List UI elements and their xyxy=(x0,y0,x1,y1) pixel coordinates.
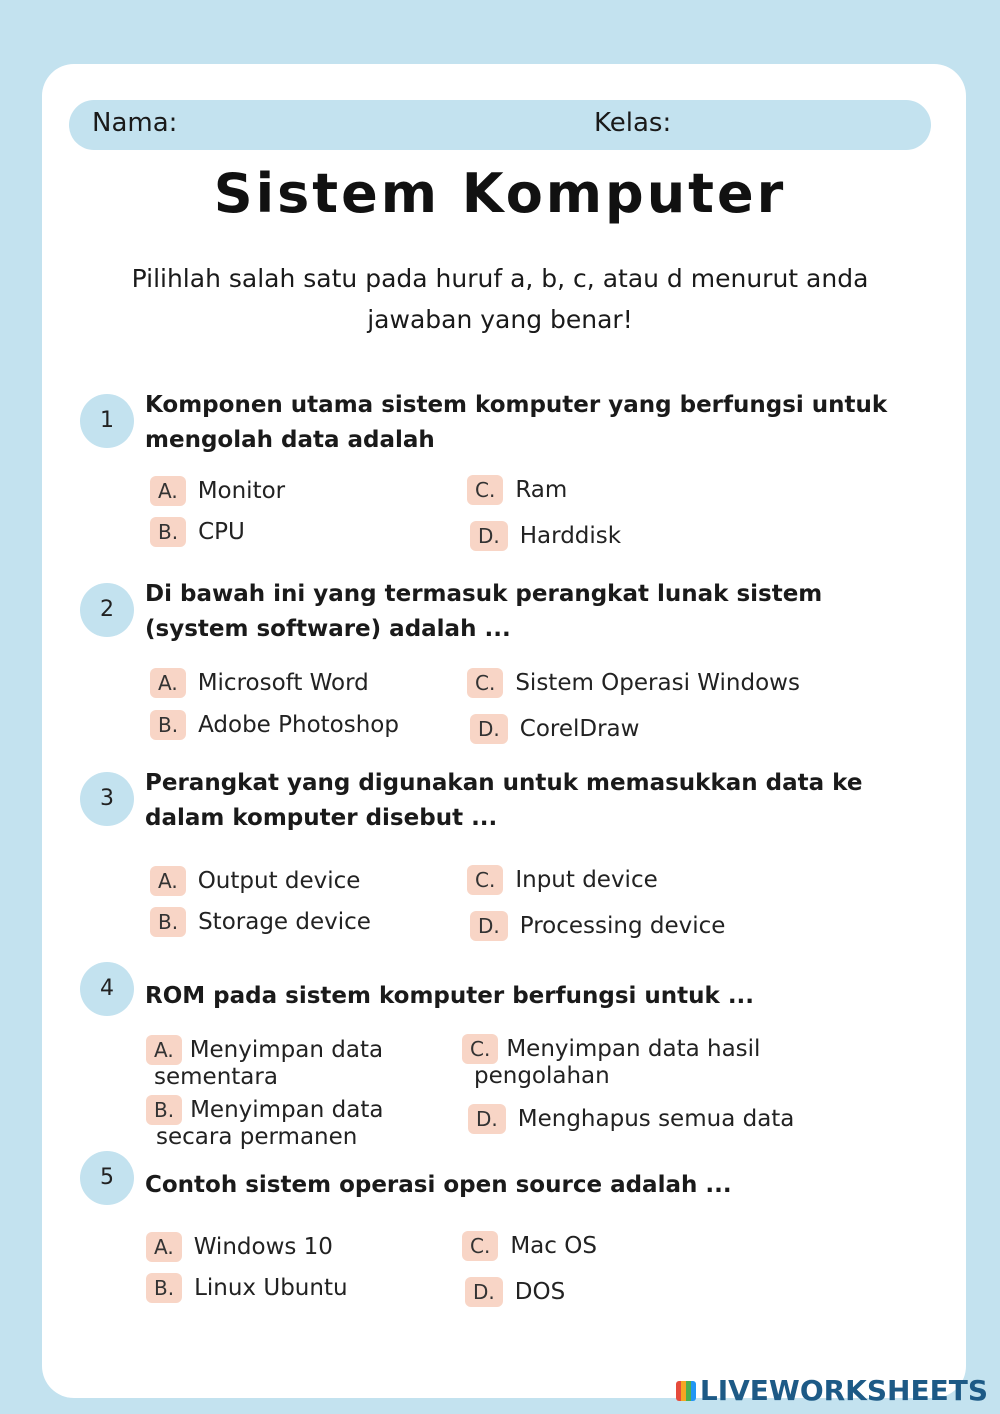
logo-text: LIVEWORKSHEETS xyxy=(699,1374,988,1407)
option-d[interactable] xyxy=(465,1277,565,1307)
class-label: Kelas: xyxy=(594,108,672,138)
option-b[interactable] xyxy=(146,1095,383,1149)
option-text: Adobe Photoshop xyxy=(198,712,399,738)
option-b[interactable] xyxy=(146,1273,348,1303)
option-letter: B. xyxy=(150,517,186,547)
instruction-text: Pilihlah salah satu pada huruf a, b, c, atau d menurut anda jawaban yang benar! xyxy=(131,264,869,334)
option-b[interactable] xyxy=(150,710,399,740)
liveworksheets-logo-icon xyxy=(676,1381,696,1401)
option-d[interactable] xyxy=(470,521,621,551)
option-text: Input device xyxy=(515,867,658,893)
question-number: 4 xyxy=(80,962,134,1016)
option-text: Processing device xyxy=(519,913,726,939)
option-text-line2: sementara xyxy=(154,1064,278,1090)
question-text: Di bawah ini yang termasuk perangkat lunak sistem (system software) adalah ... xyxy=(145,581,823,642)
question-text: Komponen utama sistem komputer yang berfungsi untuk mengolah data adalah xyxy=(145,392,888,453)
option-c[interactable] xyxy=(467,865,658,895)
page-title: Sistem Komputer xyxy=(213,162,787,225)
option-letter: B. xyxy=(146,1095,182,1125)
question-number: 3 xyxy=(80,772,134,826)
option-a[interactable] xyxy=(146,1232,333,1262)
option-a[interactable] xyxy=(146,1035,383,1089)
option-text-line2: pengolahan xyxy=(474,1063,610,1089)
option-text: DOS xyxy=(514,1279,566,1305)
option-letter: D. xyxy=(470,521,508,551)
option-text: Harddisk xyxy=(519,523,622,549)
option-letter: D. xyxy=(468,1104,506,1134)
option-c[interactable] xyxy=(462,1034,760,1088)
option-text: Output device xyxy=(197,868,361,894)
option-text: Monitor xyxy=(197,478,286,504)
option-c[interactable] xyxy=(467,475,567,505)
question-text: Perangkat yang digunakan untuk memasukkan data ke dalam komputer disebut ... xyxy=(145,770,863,831)
option-c[interactable] xyxy=(467,668,800,698)
option-letter: A. xyxy=(150,668,186,698)
option-text-line2: secara permanen xyxy=(156,1124,358,1150)
option-text: Sistem Operasi Windows xyxy=(515,670,800,696)
option-letter: C. xyxy=(462,1034,498,1064)
option-text: Menyimpan data xyxy=(190,1097,384,1123)
option-a[interactable] xyxy=(150,866,360,896)
option-text: Linux Ubuntu xyxy=(194,1275,348,1301)
option-letter: B. xyxy=(150,907,186,937)
option-letter: A. xyxy=(146,1035,182,1065)
option-letter: A. xyxy=(146,1232,182,1262)
option-a[interactable] xyxy=(150,476,285,506)
option-d[interactable] xyxy=(470,714,639,744)
option-letter: C. xyxy=(462,1231,498,1261)
option-text: Windows 10 xyxy=(193,1234,333,1260)
option-text: Ram xyxy=(515,477,568,503)
option-letter: B. xyxy=(146,1273,182,1303)
option-b[interactable] xyxy=(150,517,245,547)
option-text: Storage device xyxy=(198,909,371,935)
option-text: Menyimpan data xyxy=(189,1037,384,1063)
liveworksheets-logo[interactable] xyxy=(676,1374,988,1407)
question-text: Contoh sistem operasi open source adalah ... xyxy=(145,1172,732,1198)
option-d[interactable] xyxy=(468,1104,794,1134)
option-c[interactable] xyxy=(462,1231,597,1261)
student-info-bar xyxy=(69,100,931,150)
option-letter: D. xyxy=(465,1277,503,1307)
option-letter: A. xyxy=(150,476,186,506)
name-label: Nama: xyxy=(92,108,178,138)
option-letter: D. xyxy=(470,714,508,744)
question-number: 1 xyxy=(80,394,134,448)
option-letter: C. xyxy=(467,668,503,698)
question-number: 2 xyxy=(80,583,134,637)
option-text: CPU xyxy=(198,519,245,545)
option-letter: B. xyxy=(150,710,186,740)
option-a[interactable] xyxy=(150,668,369,698)
option-text: Microsoft Word xyxy=(197,670,369,696)
option-b[interactable] xyxy=(150,907,371,937)
option-text: Menyimpan data hasil xyxy=(506,1036,761,1062)
option-d[interactable] xyxy=(470,911,725,941)
option-letter: A. xyxy=(150,866,186,896)
option-text: CorelDraw xyxy=(519,716,640,742)
option-text: Mac OS xyxy=(510,1233,597,1259)
option-letter: C. xyxy=(467,865,503,895)
question-text: ROM pada sistem komputer berfungsi untuk ... xyxy=(145,983,755,1009)
question-number: 5 xyxy=(80,1151,134,1205)
option-text: Menghapus semua data xyxy=(517,1106,795,1132)
option-letter: C. xyxy=(467,475,503,505)
option-letter: D. xyxy=(470,911,508,941)
